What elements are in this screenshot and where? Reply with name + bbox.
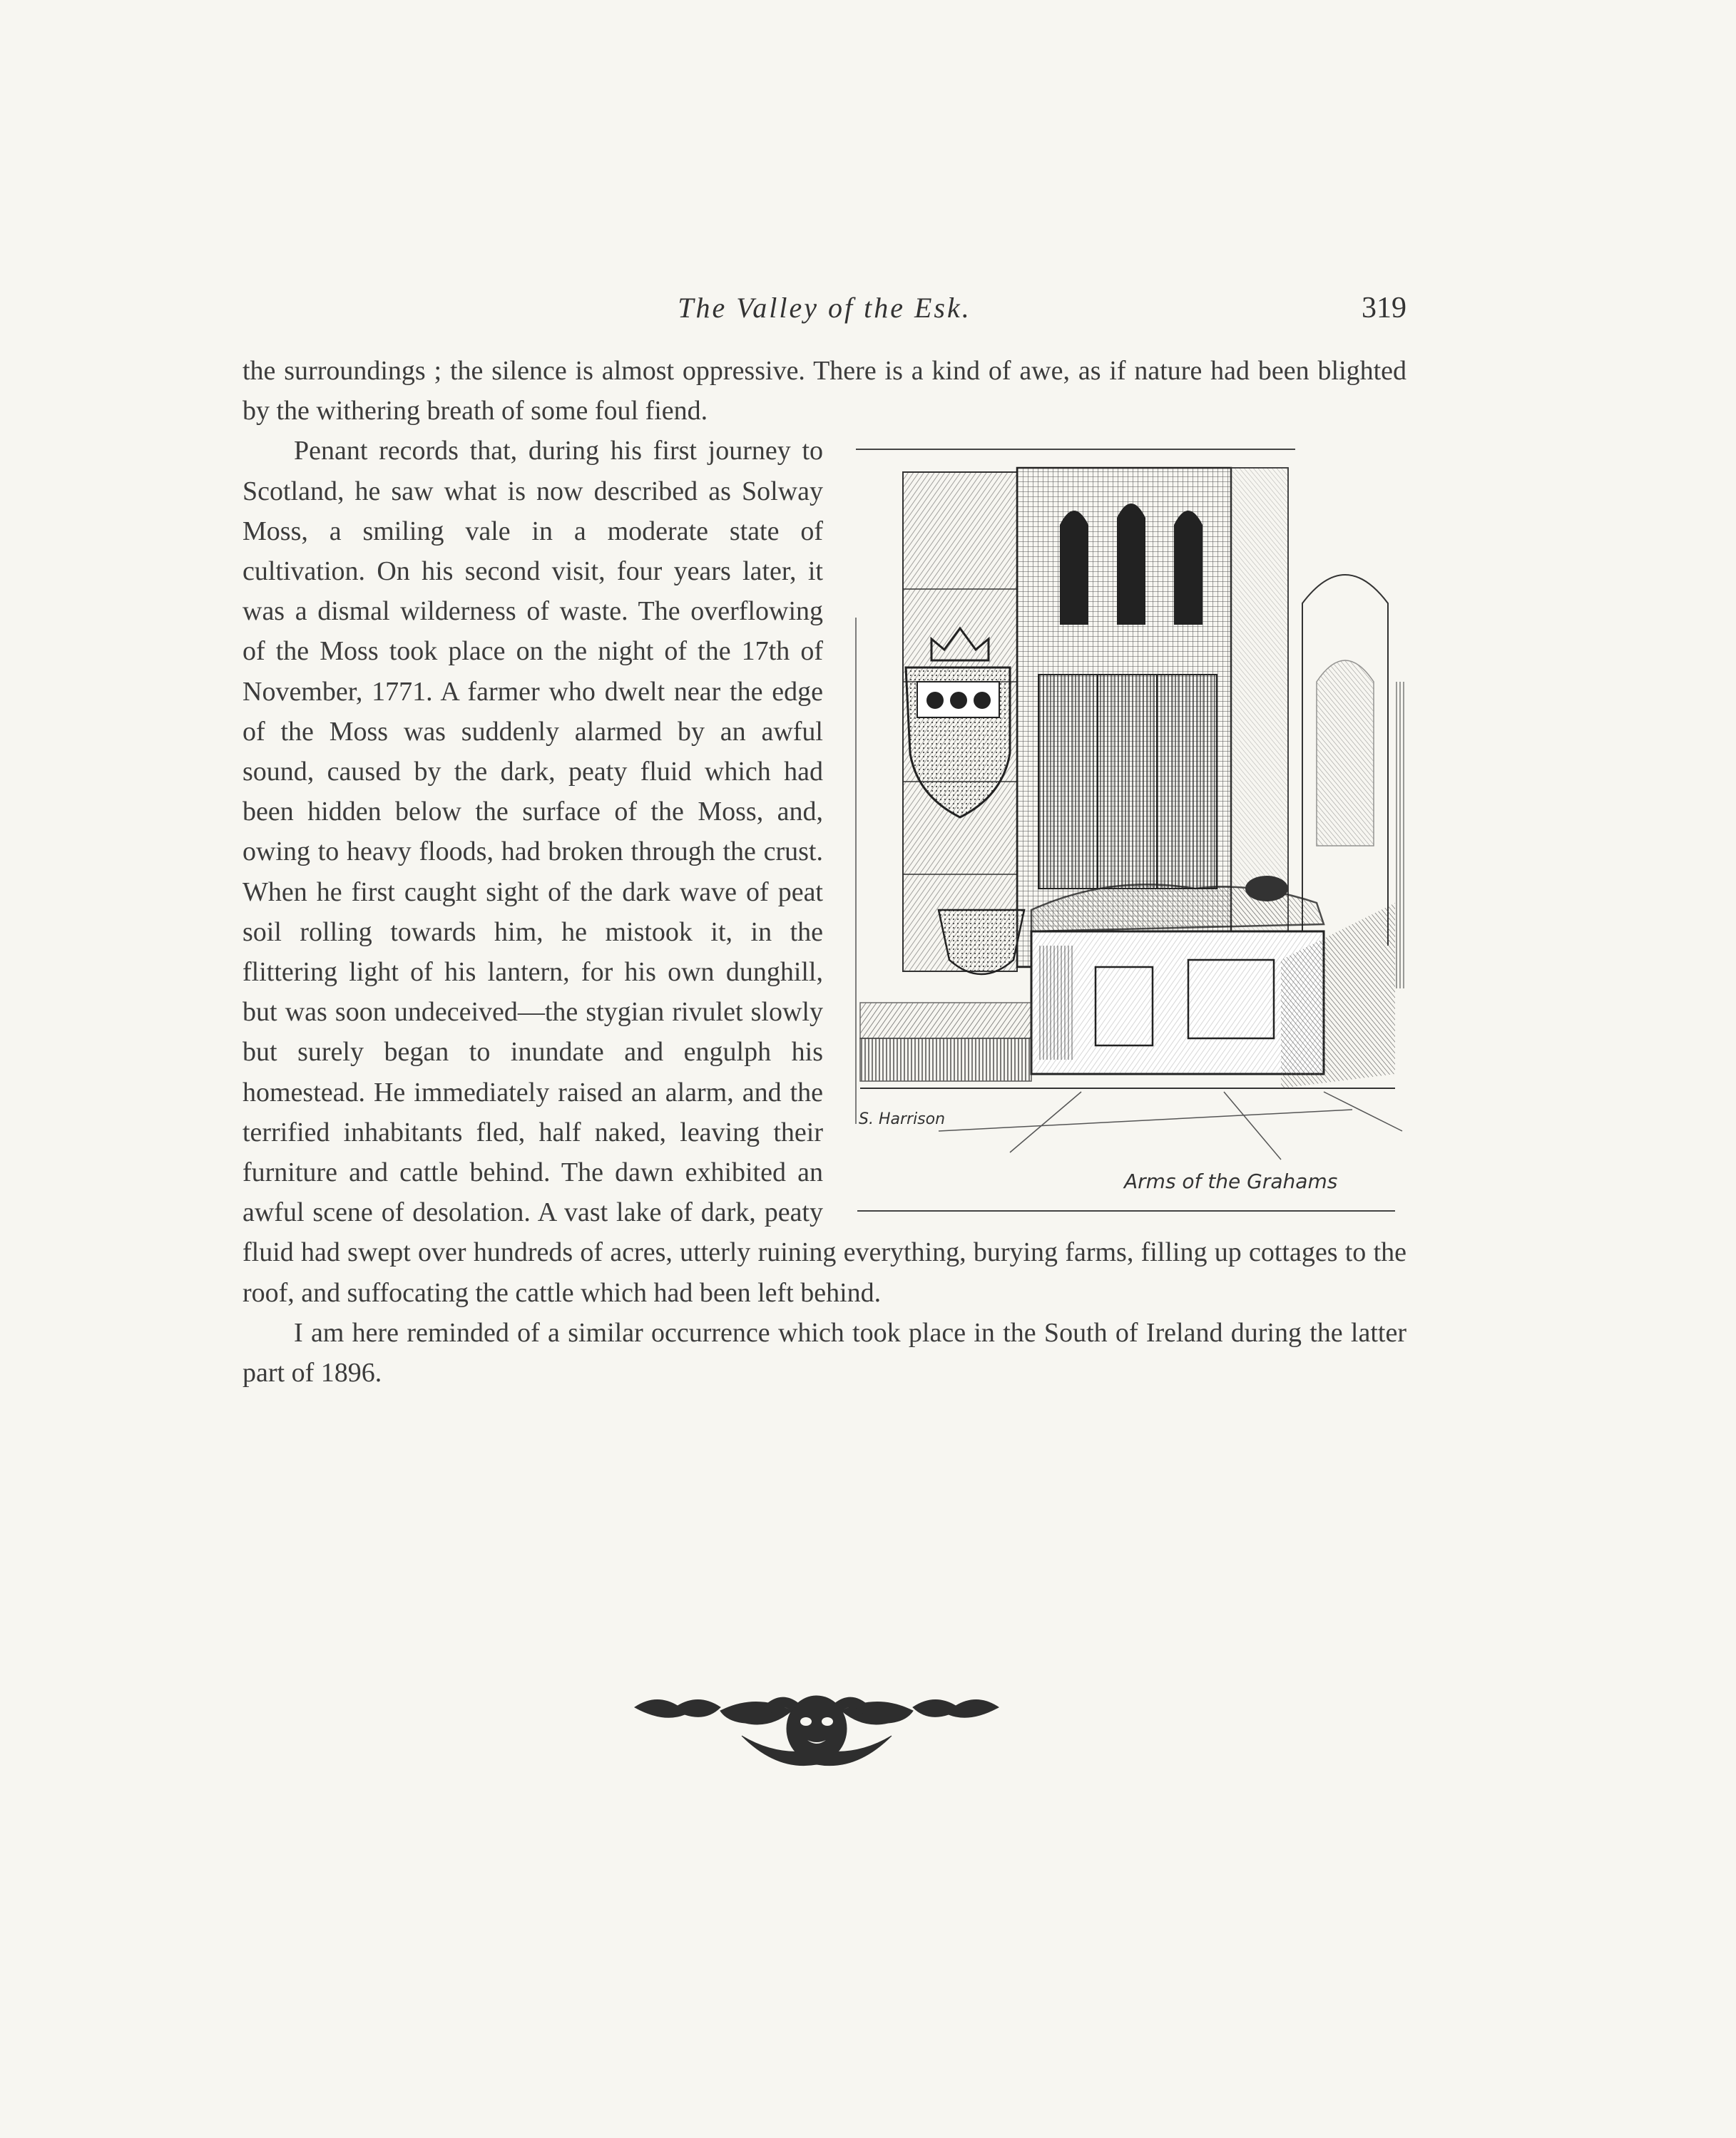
paragraph-1: the surroundings ; the silence is almost oppressive. There is a kind of awe, as if nature had been blighted by the withering breath of some foul fiend.	[242, 356, 1406, 426]
floral-ornament-icon	[628, 1679, 1006, 1779]
paragraph-2: Penant records that, during his first journey to Scotland, he saw what is now described as Solway Moss, a smiling vale in a moderate state of cultivation. On his second visit, four years later, it was a dismal wilderness of waste. The overflowing of the Moss took place on the night of the 17th of November, 1771. A farmer who dwelt near the edge of the Moss was suddenly alarmed by an awful sound, caused by the dark, peaty fluid which had been hidden below the surface of the Moss, and, owing to heavy floods, had broken through the crust. When he first caught sight of the dark wave of peat soil rolling towards him, he mistook it, in the flittering light of his lantern, for his own dunghill, but was soon undeceived—the stygian rivulet slowly but surely began to inundate and engulph his homestead. He immediately raised an alarm, and the terrified inhabitants fled, half naked, leaving their furniture and cattle behind. The dawn exhibited an awful scene of desolation. A vast lake of dark, peaty fluid had swept over hundreds of acres, utterly ruining everything, burying farms, filling up cottages to the roof, and suffocating the cattle which had been left behind.	[242, 436, 1406, 1308]
page-header	[242, 291, 1406, 331]
artist-signature: S. Harrison	[859, 1110, 946, 1129]
paragraph-3: I am here reminded of a similar occurrence which took place in the South of Ireland during the latter part of 1896.	[242, 1317, 1406, 1388]
page-number: 319	[1362, 292, 1406, 324]
tomb-illustration-drawing	[853, 446, 1408, 1231]
running-title: The Valley of the Esk.	[678, 292, 971, 324]
figure-caption: Arms of the Grahams	[1124, 1170, 1338, 1194]
illustration	[853, 446, 1408, 1231]
body-text	[242, 351, 1406, 1393]
tailpiece-ornament	[628, 1679, 1006, 1779]
